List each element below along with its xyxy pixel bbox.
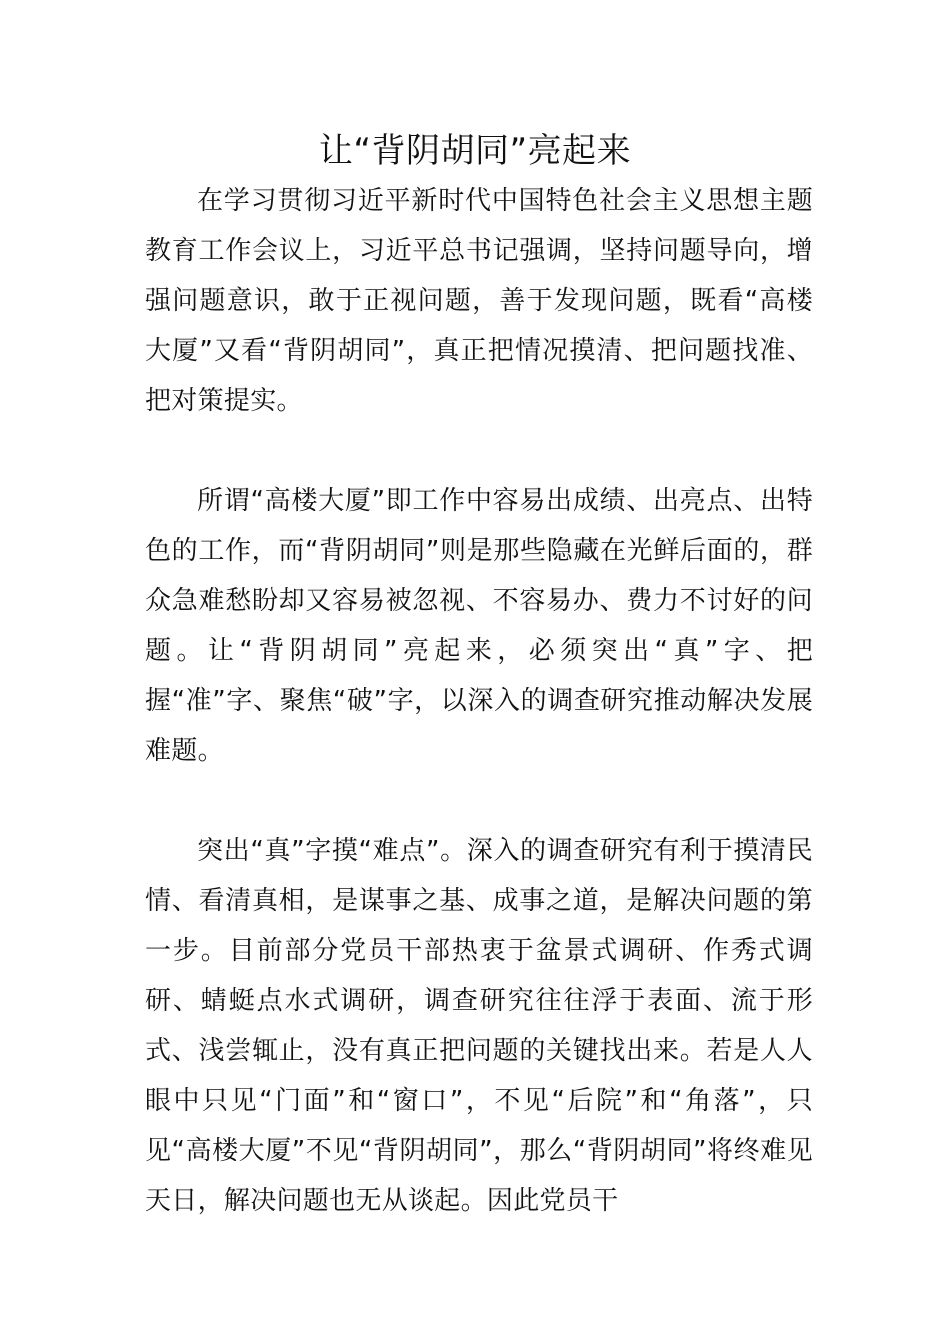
paragraph-3: 突出“真”字摸“难点”。深入的调查研究有利于摸清民情、看清真相，是谋事之基、成事之道，是解决问题的第一步。目前部分党员干部热衷于盆景式调研、作秀式调研、蜻蜓点水式调研，调查研究往往浮于表面、流于形式、浅尝辄止，没有真正把问题的关键找出来。若是人人眼中只见“门面”和“窗口”，不见“后院”和“角落”，只见“高楼大厦”不见“背阴胡同”，那么“背阴胡同”将终难见天日，解决问题也无从谈起。因此党员干 bbox=[145, 836, 813, 1216]
document-title: 让“背阴胡同”亮起来 bbox=[318, 131, 632, 171]
paragraph-1: 在学习贯彻习近平新时代中国特色社会主义思想主题教育工作会议上，习近平总书记强调，坚持问题导向，增强问题意识，敢于正视问题，善于发现问题，既看“高楼大厦”又看“背阴胡同”，真正把情况摸清、把问题找准、把对策提实。 bbox=[145, 186, 813, 416]
paragraph-2: 所谓“高楼大厦”即工作中容易出成绩、出亮点、出特色的工作，而“背阴胡同”则是那些隐藏在光鲜后面的，群众急难愁盼却又容易被忽视、不容易办、费力不讨好的问题。让“背阴胡同”亮起来，必须突出“真”字、把握“准”字、聚焦“破”字，以深入的调查研究推动解决发展难题。 bbox=[145, 486, 813, 766]
document-body bbox=[145, 176, 813, 1226]
